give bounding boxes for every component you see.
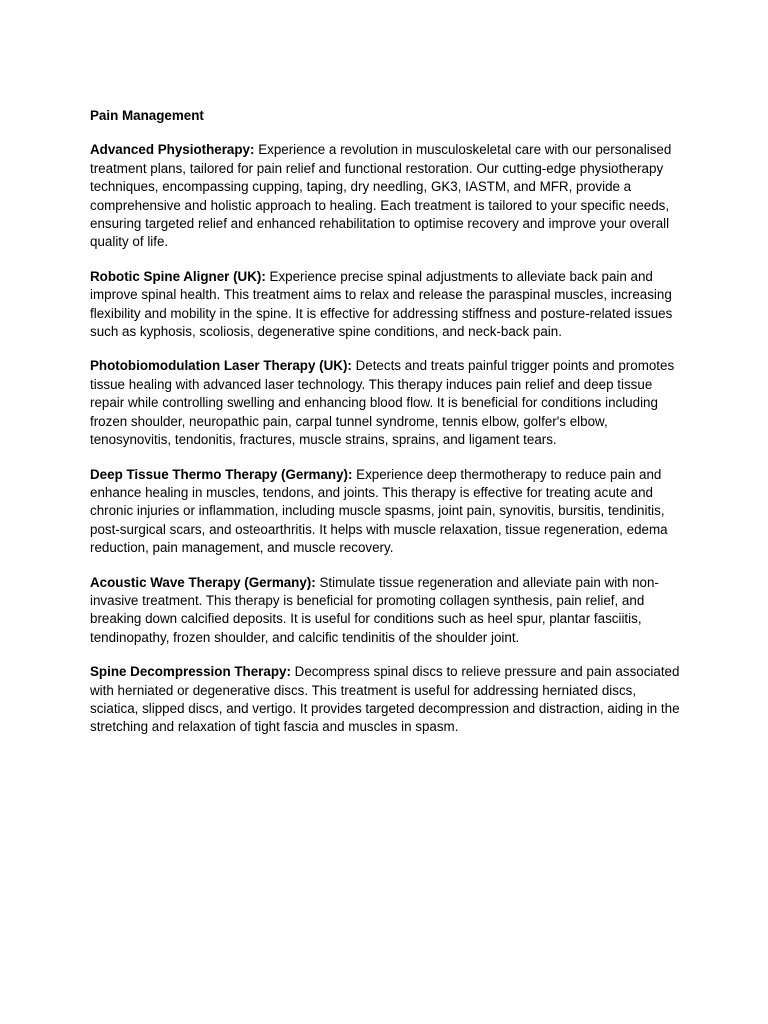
section-deep-tissue-thermo-therapy [90,466,682,558]
section-heading: Photobiomodulation Laser Therapy (UK): [90,358,352,374]
section-body: Decompress spinal discs to relieve pressure and pain associated with herniated or degenerative discs. This treatment is useful for addressing herniated discs, sciatica, slipped discs, and vertigo. It provides targeted decompression and distraction, aiding in the stretching and relaxation of tight fascia and muscles in spasm. [90,664,680,735]
section-body: Detects and treats painful trigger points and promotes tissue healing with advanced laser technology. This therapy induces pain relief and deep tissue repair while controlling swelling and enhancing blood flow. It is beneficial for conditions including frozen shoulder, neuropathic pain, carpal tunnel syndrome, tennis elbow, golfer's elbow, tenosynovitis, tendonitis, fractures, muscle strains, sprains, and ligament tears. [90,358,675,448]
section-heading: Robotic Spine Aligner (UK): [90,268,266,284]
section-body: Experience precise spinal adjustments to alleviate back pain and improve spinal health. This treatment aims to relax and release the paraspinal muscles, increasing flexibility and mobility in the spine. It is effective for addressing stiffness and posture-related issues such as kyphosis, scoliosis, degenerative spine conditions, and neck-back pain. [90,268,673,340]
section-photobiomodulation-laser-therapy [90,357,682,449]
section-heading: Spine Decompression Therapy: [90,664,291,680]
section-body: Experience a revolution in musculoskeletal care with our personalised treatment plans, tailored for pain relief and functional restoration. Our cutting-edge physiotherapy techniques, encompassing cupping, taping, dry needling, GK3, IASTM, and MFR, provide a comprehensive and holistic approach to healing. Each treatment is tailored to your specific needs, ensuring targeted relief and enhanced rehabilitation to optimise recovery and improve your overall quality of life. [90,142,672,250]
document-page [90,107,682,753]
section-acoustic-wave-therapy [90,574,682,648]
section-heading: Advanced Physiotherapy: [90,142,255,158]
section-spine-decompression-therapy [90,663,682,737]
section-heading: Deep Tissue Thermo Therapy (Germany): [90,466,353,482]
section-body: Experience deep thermotherapy to reduce pain and enhance healing in muscles, tendons, and joints. This therapy is effective for treating acute and chronic injuries or inflammation, including muscle spasms, joint pain, synovitis, bursitis, tendinitis, post-surgical scars, and osteoarthritis. It helps with muscle relaxation, tissue regeneration, edema reduction, pain management, and muscle recovery. [90,466,668,556]
section-robotic-spine-aligner [90,268,682,342]
section-advanced-physiotherapy [90,141,682,251]
section-body: Stimulate tissue regeneration and alleviate pain with non-invasive treatment. This therapy is beneficial for promoting collagen synthesis, pain relief, and breaking down calcified deposits. It is useful for conditions such as heel spur, plantar fasciitis, tendinopathy, frozen shoulder, and calcific tendinitis of the shoulder joint. [90,574,659,645]
section-heading: Acoustic Wave Therapy (Germany): [90,574,316,590]
document-title: Pain Management [90,108,204,123]
